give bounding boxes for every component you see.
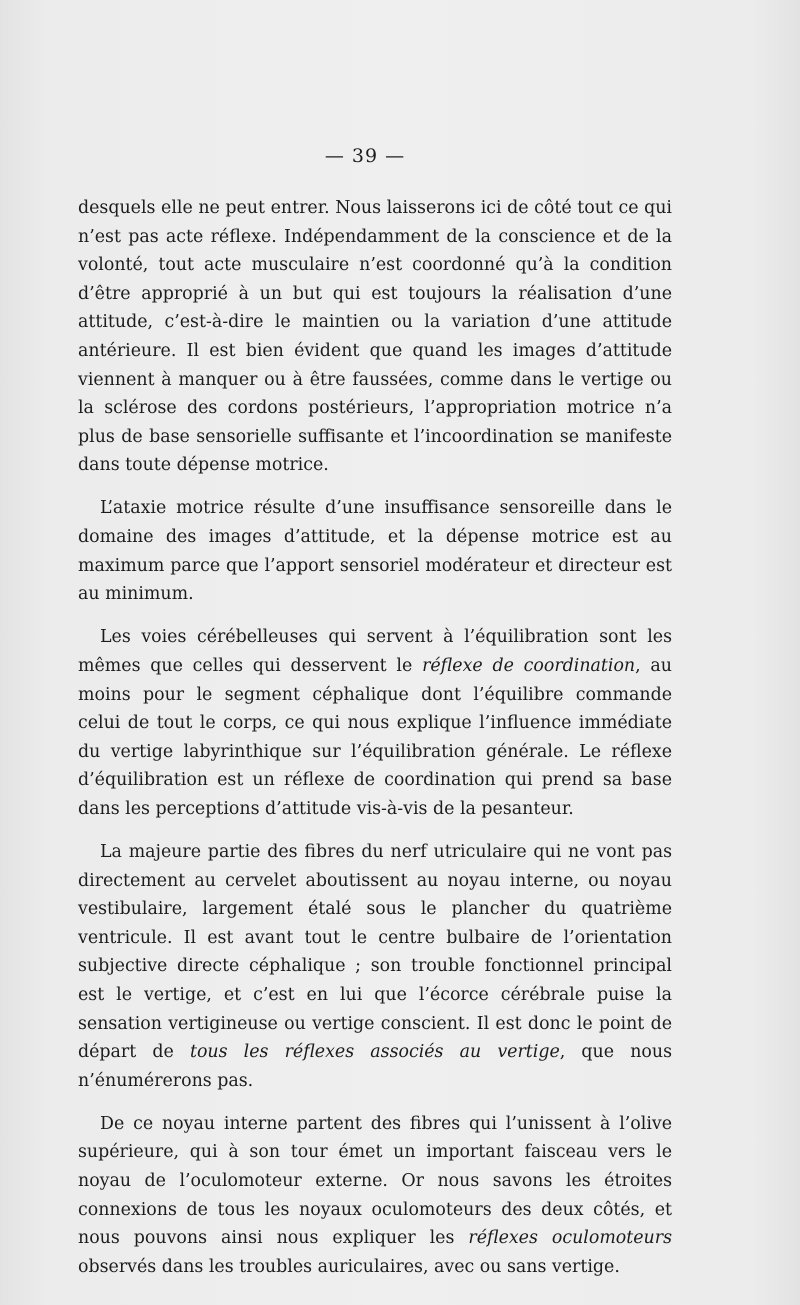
paragraph bbox=[78, 623, 672, 823]
italic-phrase: réflexes oculomoteurs bbox=[468, 1228, 672, 1249]
text-run: De ce noyau interne partent des fibres qui l’unissent à l’olive supérieure, qui à son tour émet un important faisceau vers le noyau de l’oculomoteur externe. Or nous savons les étroites connexions de tous les noyaux oculomoteurs des deux côtés, et nous pouvons ainsi nous expliquer les bbox=[78, 1113, 672, 1249]
paragraph bbox=[78, 838, 672, 1095]
text-run: , que nous n’énumérerons pas. bbox=[78, 1042, 672, 1091]
italic-phrase: réflexe de coordination bbox=[422, 655, 636, 676]
text-run: L’ataxie motrice résulte d’une insuffisance sensoreille dans le domaine des images d’attitude, et la dépense motrice est au maximum parce que l’apport sensoriel modérateur et directeur est au minimum. bbox=[78, 498, 672, 605]
italic-phrase: tous les réflexes associés au vertige bbox=[189, 1042, 560, 1063]
paragraph bbox=[78, 194, 672, 480]
paragraph bbox=[78, 1110, 672, 1282]
text-run: Les voies cérébelleuses qui servent à l’équilibration sont les mêmes que celles qui desservent le bbox=[78, 627, 672, 676]
paragraph bbox=[78, 494, 672, 608]
text-run: desquels elle ne peut entrer. Nous laisserons ici de côté tout ce qui n’est pas acte réflexe. Indépendamment de la conscience et de la volonté, tout acte musculaire n’est coordonné qu’à la condition d’être approprié à un but qui est toujours la réalisation d’une attitude, c’est-à-dire le maintien ou la variation d’une attitude antérieure. Il est bien évident que quand les images d’attitude viennent à manquer ou à être faussées, comme dans le vertige ou la sclérose des cordons postérieurs, l’appropriation motrice n’a plus de base sensorielle suffisante et l’incoordination se manifeste dans toute dépense motrice. bbox=[78, 198, 672, 476]
text-run: La majeure partie des fibres du nerf utriculaire qui ne vont pas directement au cervelet aboutissent au noyau interne, ou noyau vestibulaire, largement étalé sous le plancher du quatrième ventricule. Il est avant tout le centre bulbaire de l’orientation subjective directe céphalique ; son trouble fonctionnel principal est le vertige, et c’est en lui que l’écorce cérébrale puise la sensation vertigineuse ou vertige conscient. Il est donc le point de départ de bbox=[78, 841, 672, 1063]
text-run: observés dans les troubles auriculaires, avec ou sans vertige. bbox=[78, 1256, 620, 1277]
page-body bbox=[78, 194, 672, 1296]
text-run: , au moins pour le segment céphalique dont l’équilibre commande celui de tout le corps, ce qui nous explique l’influence immédiate du vertige labyrinthique sur l’équilibration générale. Le réflexe d’équilibration est un réflexe de coordination qui prend sa base dans les perceptions d’attitude vis-à-vis de la pesanteur. bbox=[78, 655, 672, 819]
page-number: — 39 — bbox=[324, 145, 406, 167]
